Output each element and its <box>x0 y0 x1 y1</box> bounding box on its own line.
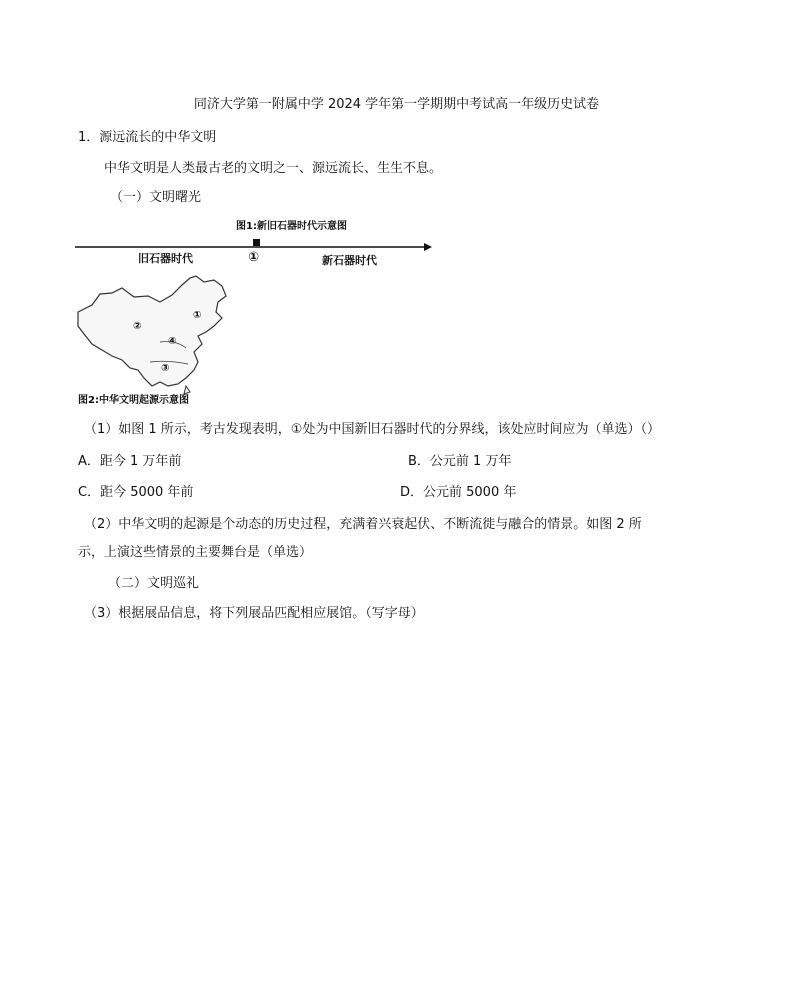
option-b[interactable]: B．公元前 1 万年 <box>408 454 512 469</box>
section-heading-tour: （二）文明巡礼 <box>108 576 200 591</box>
timeline-marker-label: ① <box>248 250 260 265</box>
timeline-left-label: 旧石器时代 <box>138 252 193 265</box>
map-marker-1: ① <box>193 310 202 321</box>
map-marker-4: ④ <box>168 336 177 347</box>
figure2-caption: 图2:中华文明起源示意图 <box>78 395 189 406</box>
subquestion2-line1: （2）中华文明的起源是个动态的历史过程，充满着兴衰起伏、不断流徙与融合的情景。如图 2 所 <box>84 517 642 532</box>
timeline-right-label: 新石器时代 <box>322 254 377 267</box>
option-a[interactable]: A．距今 1 万年前 <box>78 454 182 469</box>
exam-title: 同济大学第一附属中学 2024 学年第一学期期中考试高一年级历史试卷 <box>193 97 600 112</box>
subquestion3-prompt: （3）根据展品信息，将下列展品匹配相应展馆。（写字母） <box>84 606 424 621</box>
map-marker-3: ③ <box>161 363 170 374</box>
subquestion1-prompt: （1）如图 1 所示，考古发现表明，①处为中国新旧石器时代的分界线，该处应时间应为（单选）（） <box>84 422 660 437</box>
figure1-title: 图1:新旧石器时代示意图 <box>236 221 347 232</box>
section-heading-dawn: （一）文明曙光 <box>110 190 202 205</box>
question-intro: 中华文明是人类最古老的文明之一、源远流长、生生不息。 <box>104 161 443 176</box>
subquestion2-line2: 示，上演这些情景的主要舞台是（单选） <box>78 545 313 560</box>
question-heading: 1．源远流长的中华文明 <box>78 130 217 145</box>
map-marker-2: ② <box>133 321 142 332</box>
china-outline <box>78 276 226 386</box>
option-d[interactable]: D．公元前 5000 年 <box>400 485 517 500</box>
option-c[interactable]: C．距今 5000 年前 <box>78 485 194 500</box>
